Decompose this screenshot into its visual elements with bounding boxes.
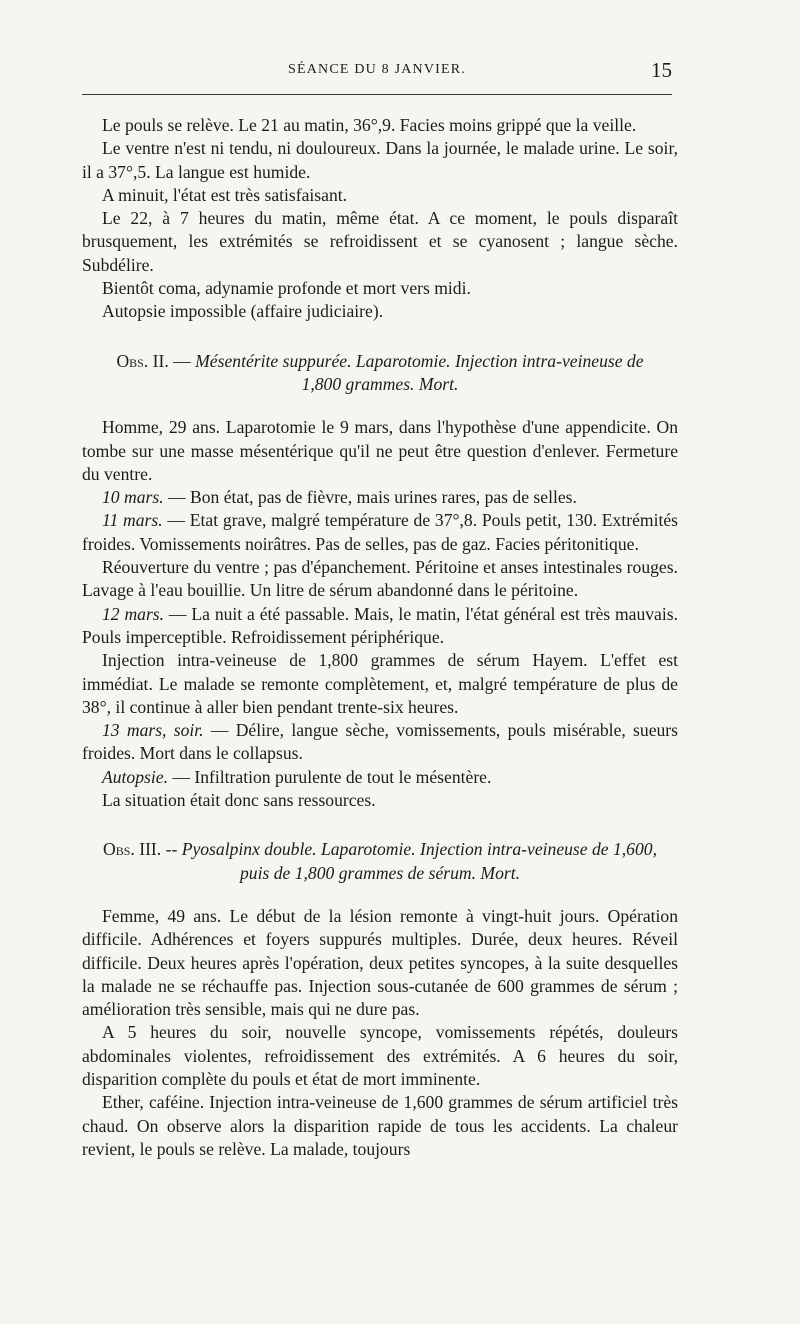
- paragraph: Le ventre n'est ni tendu, ni douloureux. Dans la journée, le malade urine. Le soir, il a 37°,5. La langue est humide.: [82, 138, 678, 182]
- paragraph: Autopsie impossible (affaire judiciaire).: [102, 301, 384, 322]
- paragraph: Réouverture du ventre ; pas d'épanchement. Péritoine et anses intestinales rouges. Lavage à l'eau bouillie. Un litre de sérum abandonné dans le péritoine.: [82, 557, 678, 601]
- observation-heading: [100, 350, 660, 397]
- paragraph: Le 22, à 7 heures du matin, même état. A ce moment, le pouls disparaît brusquement, les extrémités se refroidissent et se cyanosent ; langue sèche. Subdélire.: [82, 208, 678, 275]
- paragraph-text: — Bon état, pas de fièvre, mais urines rares, pas de selles.: [163, 487, 577, 508]
- observation-label: Obs. II.: [116, 350, 169, 371]
- paragraph: [82, 766, 678, 789]
- autopsy-label: Autopsie.: [102, 766, 168, 787]
- paragraph: [82, 603, 678, 650]
- date-label: 13 mars, soir.: [102, 720, 204, 741]
- paragraph: A 5 heures du soir, nouvelle syncope, vomissements répétés, douleurs abdominales violentes, refroidissement des extrémités. A 6 heures du soir, disparition complète du pouls et état de mort imminente.: [82, 1022, 678, 1089]
- page-number: 15: [651, 58, 672, 82]
- paragraph-text: — Etat grave, malgré température de 37°,8. Pouls petit, 130. Extrémités froides. Vomissements noirâtres. Pas de selles, pas de gaz. Facies péritonitique.: [82, 510, 679, 554]
- observation-title: Mésentérite suppurée. Laparotomie. Injection intra-veineuse de 1,800 grammes. Mort.: [195, 350, 644, 394]
- paragraph: La situation était donc sans ressources.: [102, 790, 376, 811]
- observation-label: Obs. III.: [103, 839, 162, 860]
- paragraph: Le pouls se relève. Le 21 au matin, 36°,9. Facies moins grippé que la veille.: [102, 115, 637, 135]
- page-header: [82, 58, 672, 88]
- paragraph-text: — Délire, langue sèche, vomissements, pouls misérable, sueurs froides. Mort dans le collapsus.: [82, 720, 679, 764]
- date-label: 10 mars.: [102, 487, 164, 508]
- paragraph: Femme, 49 ans. Le début de la lésion remonte à vingt-huit jours. Opération difficile. Adhérences et foyers suppurés multiples. Durée, deux heures. Réveil difficile. Deux heures après l'opération, deux petites syncopes, à la suite desquelles la malade ne se réchauffe pas. Injection sous-cutanée de 600 grammes de sérum ; amélioration très sensible, mais qui ne dure pas.: [82, 905, 678, 1020]
- page-body: [82, 114, 678, 1161]
- heading-dash: —: [168, 350, 196, 371]
- paragraph: [82, 509, 678, 556]
- date-label: 12 mars.: [102, 603, 165, 624]
- observation-title: Pyosalpinx double. Laparotomie. Injection intra-veineuse de 1,600, puis de 1,800 grammes de sérum. Mort.: [181, 839, 657, 883]
- paragraph-text: — Infiltration purulente de tout le mésentère.: [167, 766, 492, 787]
- paragraph: Homme, 29 ans. Laparotomie le 9 mars, dans l'hypothèse d'une appendicite. On tombe sur une masse mésentérique qu'il ne peut être question d'enlever. Fermeture du ventre.: [82, 417, 678, 484]
- paragraph: [82, 486, 678, 509]
- paragraph: Injection intra-veineuse de 1,800 grammes de sérum Hayem. L'effet est immédiat. Le malade se remonte complètement, et, malgré température de plus de 38°, il continue à aller bien pendant trente-six heures.: [82, 650, 678, 717]
- running-title: SÉANCE DU 8 JANVIER.: [288, 62, 466, 77]
- header-rule: [82, 94, 672, 95]
- observation-heading: [100, 838, 660, 885]
- paragraph: Bientôt coma, adynamie profonde et mort vers midi.: [102, 278, 471, 299]
- paragraph: A minuit, l'état est très satisfaisant.: [102, 184, 348, 205]
- paragraph: Ether, caféine. Injection intra-veineuse de 1,600 grammes de sérum artificiel très chaud. On observe alors la disparition rapide de tous les accidents. La chaleur revient, le pouls se relève. La malade, toujours: [82, 1092, 678, 1159]
- date-label: 11 mars.: [102, 510, 163, 531]
- heading-dash: --: [161, 839, 182, 860]
- paragraph-text: — La nuit a été passable. Mais, le matin, l'état général est très mauvais. Pouls imperceptible. Refroidissement périphérique.: [82, 603, 678, 647]
- paragraph: [82, 719, 678, 766]
